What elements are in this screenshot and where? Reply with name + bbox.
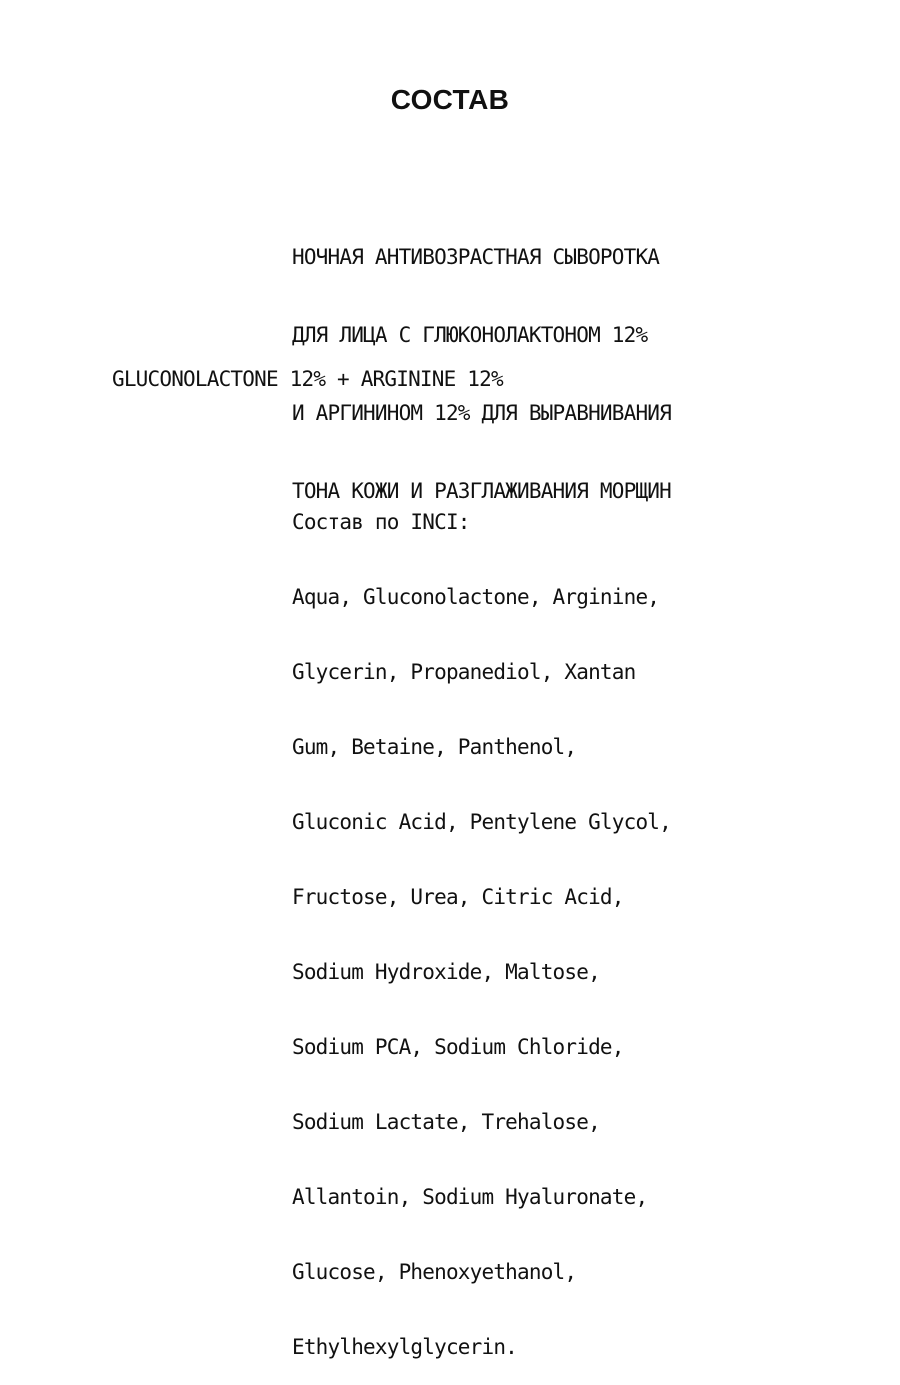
inci-line: Glycerin, Propanediol, Xantan: [292, 660, 636, 684]
inci-line: Glucose, Phenoxyethanol,: [292, 1260, 577, 1284]
product-name-line: И АРГИНИНОМ 12% ДЛЯ ВЫРАВНИВАНИЯ: [292, 401, 671, 425]
inci-line: Gum, Betaine, Panthenol,: [292, 735, 577, 759]
inci-line: Ethylhexylglycerin.: [292, 1335, 518, 1359]
inci-line: Sodium PCA, Sodium Chloride,: [292, 1035, 624, 1059]
inci-list: [292, 460, 671, 1385]
inci-line: Allantoin, Sodium Hyaluronate,: [292, 1185, 648, 1209]
product-name-line: ДЛЯ ЛИЦА С ГЛЮКОНОЛАКТОНОМ 12%: [292, 323, 648, 347]
inci-line: Sodium Hydroxide, Maltose,: [292, 960, 600, 984]
inci-line: Gluconic Acid, Pentylene Glycol,: [292, 810, 671, 834]
active-ingredients: GLUCONOLACTONE 12% + ARGININE 12%: [112, 367, 503, 391]
inci-heading: Состав по INCI:: [292, 510, 470, 534]
inci-line: Aqua, Gluconolactone, Arginine,: [292, 585, 660, 609]
product-name-line: НОЧНАЯ АНТИВОЗРАСТНАЯ СЫВОРОТКА: [292, 245, 660, 269]
inci-line: Fructose, Urea, Citric Acid,: [292, 885, 624, 909]
inci-line: Sodium Lactate, Trehalose,: [292, 1110, 600, 1134]
product-name-line: ТОНА КОЖИ И РАЗГЛАЖИВАНИЯ МОРЩИН: [292, 479, 671, 503]
page-title: СОСТАВ: [390, 84, 510, 115]
